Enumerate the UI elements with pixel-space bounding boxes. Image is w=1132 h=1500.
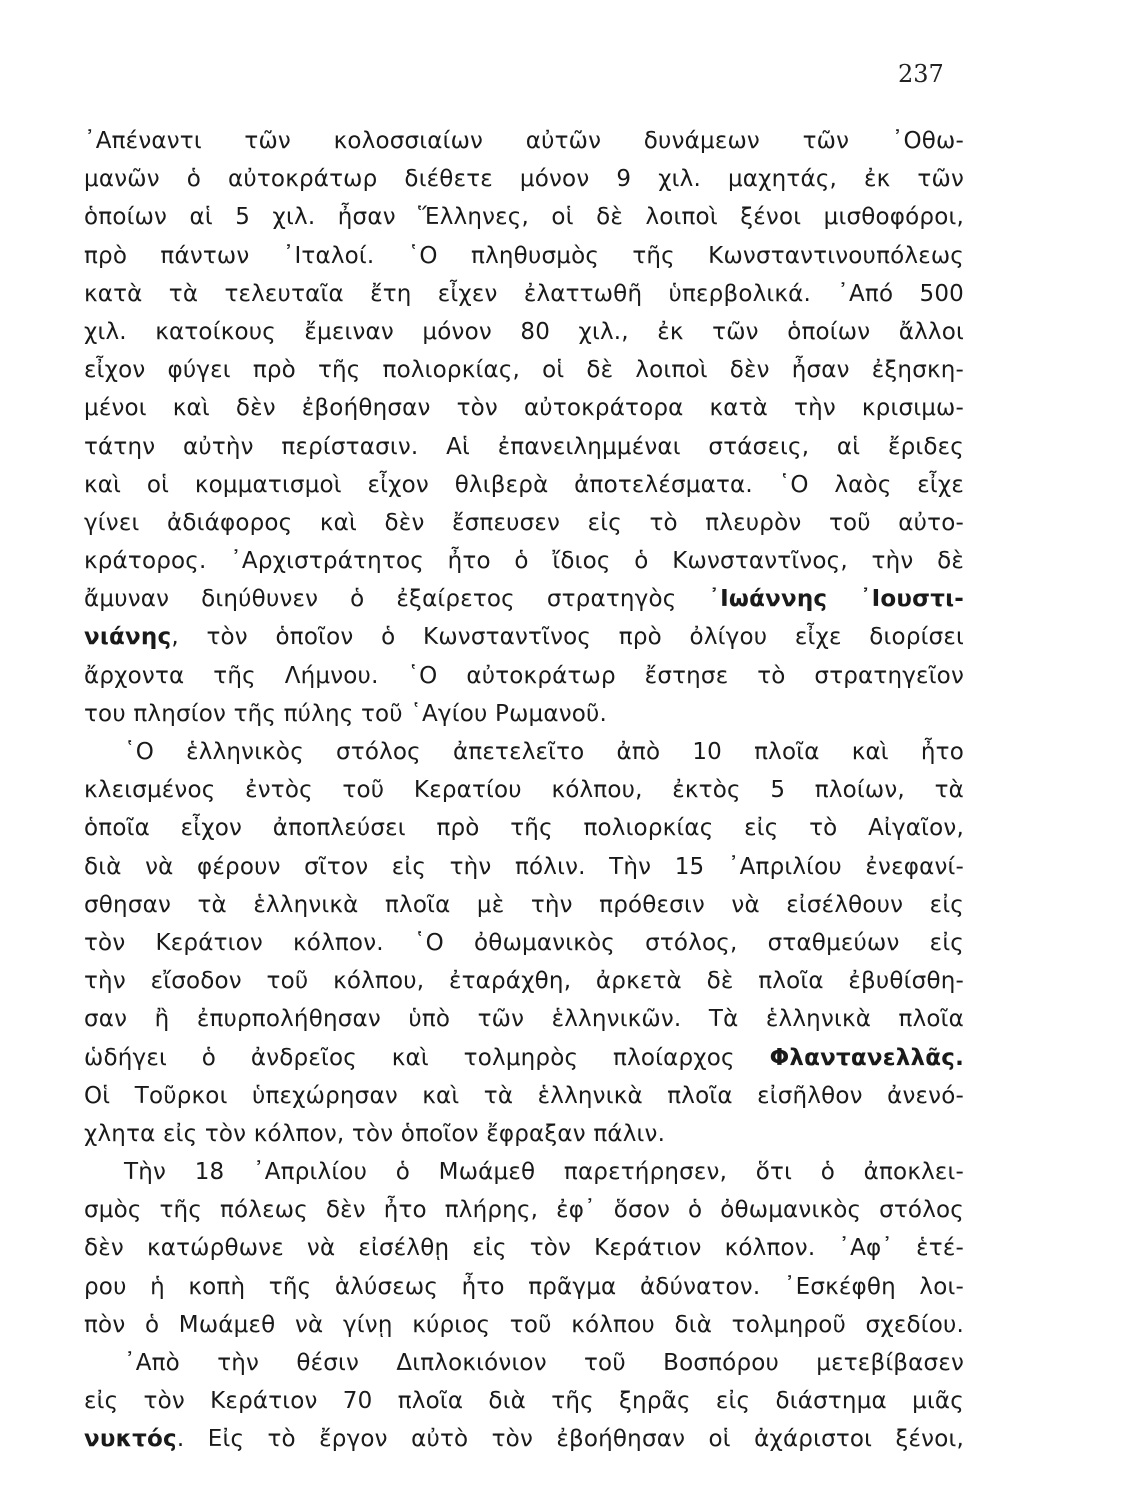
text-line: καὶ οἱ κομματισμοὶ εἶχον θλιβερὰ ἀποτελέσματα. ῾Ο λαὸς εἶχε	[84, 471, 964, 498]
text-line: ὁποῖα εἶχον ἀποπλεύσει πρὸ τῆς πολιορκίας εἰς τὸ Αἰγαῖον,	[84, 815, 964, 842]
text-line: κράτορος. ᾿Αρχιστράτητος ἦτο ὁ ἴδιος ὁ Κωνσταντῖνος, τὴν δὲ	[84, 548, 964, 575]
text-line: μένοι καὶ δὲν ἐβοήθησαν τὸν αὐτοκράτορα κατὰ τὴν κρισιμω-	[84, 395, 964, 422]
text-line: σαν ἢ ἐπυρπολήθησαν ὑπὸ τῶν ἑλληνικῶν. Τὰ ἑλληνικὰ πλοῖα	[84, 1006, 964, 1033]
text-segment: , τὸν ὁποῖον ὁ Κωνσταντῖνος πρὸ ὀλίγου εἶχε διορίσει	[171, 624, 964, 651]
text-line: σμὸς τῆς πόλεως δὲν ἦτο πλήρης, ἐφ᾿ ὅσον ὁ ὀθωμανικὸς στόλος	[84, 1197, 964, 1224]
text-line: ὁποίων αἱ 5 χιλ. ἦσαν Ἕλληνες, οἱ δὲ λοιποὶ ξένοι μισθοφόροι,	[84, 204, 964, 231]
bold-name: Φλαντανελλᾶς.	[769, 1044, 965, 1071]
text-line: ᾿Απέναντι τῶν κολοσσιαίων αὐτῶν δυνάμεων τῶν ᾿Οθω-	[84, 128, 964, 154]
text-line	[84, 1039, 964, 1077]
text-line: ᾿Απὸ τὴν θέσιν Διπλοκιόνιον τοῦ Βοσπόρου μετεβίβασεν	[124, 1350, 964, 1376]
bold-name: ᾿Ιωάννης ᾿Ιουστι-	[708, 586, 964, 613]
text-line: ρου ἡ κοπὴ τῆς ἁλύσεως ἦτο πρᾶγμα ἀδύνατον. ᾿Εσκέφθη λοι-	[84, 1273, 964, 1300]
text-line: διὰ νὰ φέρουν σῖτον εἰς τὴν πόλιν. Τὴν 15 ᾿Απριλίου ἐνεφανί-	[84, 853, 964, 880]
text-body	[84, 122, 964, 1459]
text-line: πὸν ὁ Μωάμεθ νὰ γίνῃ κύριος τοῦ κόλπου διὰ τολμηροῦ σχεδίου.	[84, 1311, 964, 1338]
text-line: Τὴν 18 ᾿Απριλίου ὁ Μωάμεθ παρετήρησεν, ὅτι ὁ ἀποκλει-	[124, 1159, 964, 1186]
text-segment: ὡδήγει ὁ ἀνδρεῖος καὶ τολμηρὸς πλοίαρχος	[84, 1044, 735, 1071]
text-line: Οἱ Τοῦρκοι ὑπεχώρησαν καὶ τὰ ἑλληνικὰ πλοῖα εἰσῆλθον ἀνενό-	[84, 1082, 964, 1109]
text-line: του πλησίον τῆς πύλης τοῦ ῾Αγίου Ρωμανοῦ.	[84, 700, 608, 727]
text-segment: ἄμυναν διηύθυνεν ὁ ἐξαίρετος στρατηγὸς	[84, 586, 677, 613]
page-number: 237	[898, 60, 944, 88]
text-line: χλητα εἰς τὸν κόλπον, τὸν ὁποῖον ἔφραξαν πάλιν.	[84, 1120, 666, 1147]
text-line: εἶχον φύγει πρὸ τῆς πολιορκίας, οἱ δὲ λοιποὶ δὲν ἦσαν ἐξησκη-	[84, 357, 964, 384]
text-line: πρὸ πάντων ᾿Ιταλοί. ῾Ο πληθυσμὸς τῆς Κωνσταντινουπόλεως	[84, 242, 964, 269]
text-line: χιλ. κατοίκους ἔμειναν μόνον 80 χιλ., ἐκ τῶν ὁποίων ἄλλοι	[84, 318, 964, 345]
text-line: τάτην αὐτὴν περίστασιν. Αἱ ἐπανειλημμέναι στάσεις, αἱ ἔριδες	[84, 433, 964, 460]
text-segment: . Εἰς τὸ ἔργον αὐτὸ τὸν ἐβοήθησαν οἱ ἀχάριστοι ξένοι,	[176, 1426, 964, 1453]
text-line: ῾Ο ἑλληνικὸς στόλος ἀπετελεῖτο ἀπὸ 10 πλοῖα καὶ ἦτο	[124, 739, 964, 765]
text-line: ἄρχοντα τῆς Λήμνου. ῾Ο αὐτοκράτωρ ἔστησε τὸ στρατηγεῖον	[84, 662, 964, 689]
text-line: τὸν Κεράτιον κόλπον. ῾Ο ὀθωμανικὸς στόλος, σταθμεύων εἰς	[84, 929, 964, 956]
text-line: τὴν εἴσοδον τοῦ κόλπου, ἐταράχθη, ἀρκετὰ δὲ πλοῖα ἐβυθίσθη-	[84, 968, 964, 995]
text-line	[84, 580, 964, 618]
text-line: κλεισμένος ἐντὸς τοῦ Κερατίου κόλπου, ἐκτὸς 5 πλοίων, τὰ	[84, 777, 964, 804]
text-line: δὲν κατώρθωνε νὰ εἰσέλθῃ εἰς τὸν Κεράτιον κόλπον. ᾿Αφ᾿ ἑτέ-	[84, 1235, 964, 1262]
bold-word: νυκτός	[84, 1426, 177, 1453]
text-line: κατὰ τὰ τελευταῖα ἔτη εἶχεν ἐλαττωθῆ ὑπερβολικά. ᾿Από 500	[84, 280, 964, 307]
bold-name: νιάνης	[84, 624, 172, 651]
text-line	[84, 618, 964, 656]
text-line: σθησαν τὰ ἑλληνικὰ πλοῖα μὲ τὴν πρόθεσιν νὰ εἰσέλθουν εἰς	[84, 891, 964, 918]
text-line	[84, 1420, 964, 1458]
text-line: μανῶν ὁ αὐτοκράτωρ διέθετε μόνον 9 χιλ. μαχητάς, ἐκ τῶν	[84, 166, 964, 193]
text-line: εἰς τὸν Κεράτιον 70 πλοῖα διὰ τῆς ξηρᾶς εἰς διάστημα μιᾶς	[84, 1388, 964, 1415]
text-line: γίνει ἀδιάφορος καὶ δὲν ἔσπευσεν εἰς τὸ πλευρὸν τοῦ αὐτο-	[84, 509, 964, 536]
